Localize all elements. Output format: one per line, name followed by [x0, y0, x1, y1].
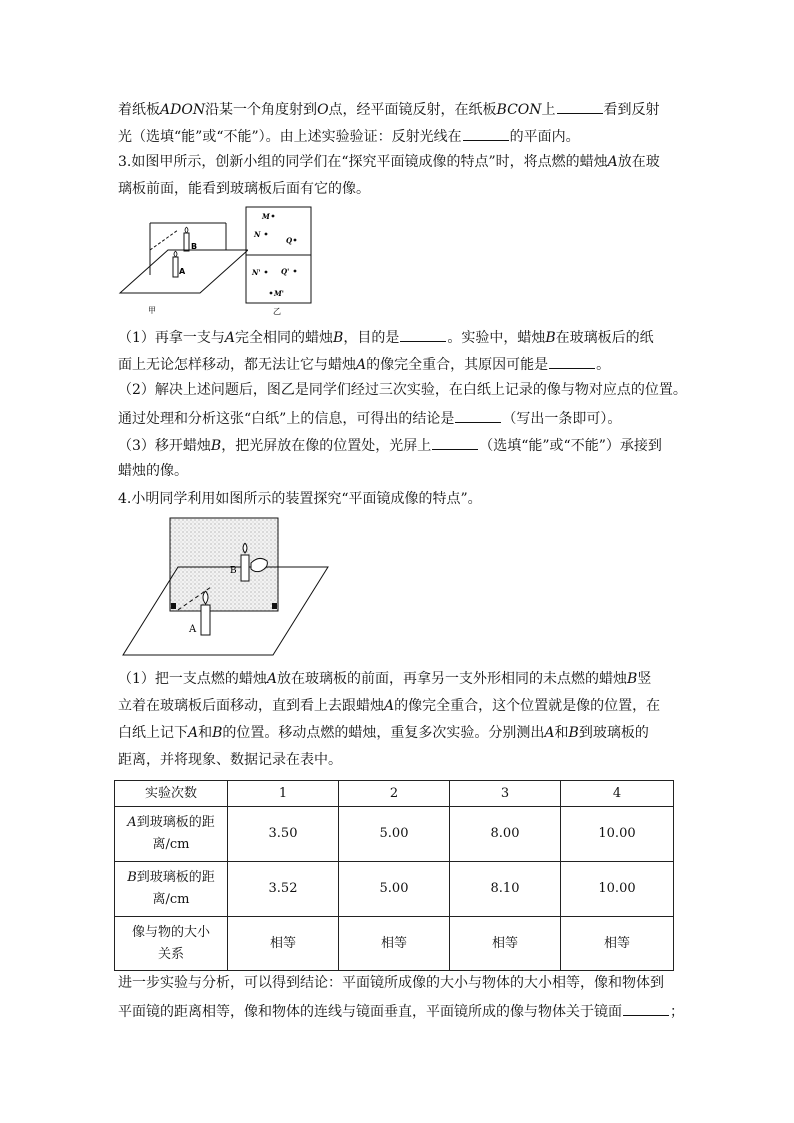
var-text: ADON: [160, 102, 206, 118]
text: 放在玻璃板的前面，再拿另一支外形相同的未点燃的蜡烛: [277, 671, 628, 687]
point-m-prime: M': [274, 289, 284, 298]
data-table: [114, 780, 674, 971]
point-n-prime: N': [252, 268, 261, 277]
text: 4.小明同学利用如图所示的装置探究“平面镜成像的特点”。: [118, 491, 482, 507]
text: 上: [541, 102, 556, 118]
text-line: [118, 462, 188, 480]
answer-blank[interactable]: [400, 327, 446, 342]
text-line: [118, 408, 621, 428]
var-text: A: [607, 154, 618, 170]
text: （1）再拿一支与: [118, 330, 225, 346]
var-text: B: [127, 870, 137, 885]
table-cell: 5.00: [339, 862, 450, 917]
table-cell: 3.50: [228, 807, 339, 862]
text: 3.如图甲所示，创新小组的同学们在“探究平面镜成像的特点”时，将点燃的蜡烛: [118, 154, 608, 170]
text-line: [118, 697, 660, 715]
header-cell: 2: [339, 781, 450, 807]
text: 蜡烛的像。: [118, 463, 188, 479]
text: ，目的是: [343, 330, 400, 346]
var-text: A: [384, 698, 395, 714]
header-cell: 实验次数: [115, 781, 228, 807]
question-4-line: [118, 490, 482, 508]
point-m: M: [262, 212, 270, 221]
text: 璃板前面，能看到玻璃板后面有它的像。: [118, 181, 370, 197]
text-line: [118, 99, 660, 119]
text: 的位置。移动点燃的蜡烛，重复多次实验。分别测出: [222, 725, 545, 741]
text: （选填“能”或“不能”）承接到: [479, 438, 662, 454]
text: 光（选填“能”或“不能”）。由上述实验验证：反射光线在: [118, 129, 462, 145]
var-text: A: [544, 725, 555, 741]
var-text: A: [266, 671, 278, 687]
table-row: [115, 917, 674, 971]
text-line: [118, 354, 610, 374]
text: ；: [670, 1004, 684, 1020]
table-cell: 3.52: [228, 862, 339, 917]
text: 白纸上记下: [118, 725, 188, 741]
text: 离/cm: [152, 837, 190, 852]
var-text: O: [317, 102, 329, 118]
text-line: [118, 751, 342, 769]
answer-blank[interactable]: [557, 99, 603, 114]
text-line: [118, 327, 654, 347]
label-yi: 乙: [273, 307, 281, 316]
label-jia: 甲: [148, 306, 156, 315]
text: 着纸板: [118, 102, 160, 118]
var-text: B: [568, 725, 579, 741]
answer-blank[interactable]: [455, 408, 501, 423]
point-q: Q: [286, 236, 293, 245]
label-a: A: [189, 624, 197, 635]
text: 立着在玻璃板后面移动，直到看上去跟蜡烛: [118, 698, 384, 714]
var-text: A: [356, 357, 367, 373]
var-text: B: [545, 330, 556, 346]
text: 在玻璃板后的纸: [555, 330, 654, 346]
text: 的像完全重合，其原因可能是: [366, 357, 549, 373]
figure-mirror-setup: [118, 515, 333, 660]
figure-jia: [118, 205, 248, 317]
text: 。实验中，蜡烛: [447, 330, 546, 346]
text-line: [118, 974, 664, 992]
var-text: A: [188, 725, 199, 741]
text-line: [118, 381, 687, 399]
header-cell: 3: [450, 781, 561, 807]
text-line: [118, 724, 649, 742]
text: 和: [198, 725, 213, 741]
text: ，把光屏放在像的位置处，光屏上: [221, 438, 432, 454]
text: 关系: [157, 946, 184, 962]
var-text: A: [224, 330, 236, 346]
text: 完全相同的蜡烛: [235, 330, 334, 346]
text: 沿某一个角度射到: [205, 102, 318, 118]
label-b: B: [191, 242, 198, 251]
table-cell: 相等: [339, 917, 450, 971]
var-text: B: [627, 671, 638, 687]
var-text: BCON: [496, 102, 542, 118]
text: 面上无论怎样移动，都无法让它与蜡烛: [118, 357, 356, 373]
row-label: [115, 862, 228, 917]
text: 平面镜的距离相等，像和物体的连线与镜面垂直，平面镜所成的像与物体关于镜面: [118, 1004, 622, 1020]
var-text: B: [333, 330, 344, 346]
row-label: [115, 917, 228, 971]
text: （1）把一支点燃的蜡烛: [118, 671, 267, 687]
text-line: [118, 435, 662, 455]
text: 。: [596, 357, 611, 373]
table-cell: 8.10: [450, 862, 561, 917]
text: （3）移开蜡烛: [118, 438, 211, 454]
answer-blank[interactable]: [432, 435, 478, 450]
table-row: [115, 807, 674, 862]
text: 到玻璃板的距: [136, 870, 215, 885]
text: 到玻璃板的: [578, 725, 649, 741]
point-q-prime: Q': [281, 267, 290, 276]
table-header-row: [115, 781, 674, 807]
text: 距离，并将现象、数据记录在表中。: [118, 752, 342, 768]
text: 竖: [637, 671, 652, 687]
table-row: [115, 862, 674, 917]
table-cell: 相等: [450, 917, 561, 971]
text: （2）解决上述问题后，图乙是同学们经过三次实验，在白纸上记录的像与物对应点的位置。: [118, 382, 687, 398]
table-cell: 5.00: [339, 807, 450, 862]
text-line: [118, 126, 580, 146]
point-n: N: [254, 230, 261, 239]
text: 放在玻: [617, 154, 660, 170]
text: 点，经平面镜反射，在纸板: [328, 102, 497, 118]
row-label: [115, 807, 228, 862]
text: 通过处理和分析这张“白纸”上的信息，可得出的结论是: [118, 411, 455, 427]
text: 和: [554, 725, 569, 741]
text: （写出一条即可）。: [502, 411, 622, 427]
text-line: [118, 670, 651, 688]
text: 像与物的大小: [131, 924, 210, 940]
text-line: [118, 180, 370, 198]
text-line: [118, 1001, 684, 1021]
answer-blank[interactable]: [549, 354, 595, 369]
label-b: B: [230, 566, 237, 576]
header-cell: 4: [561, 781, 674, 807]
answer-blank[interactable]: [623, 1001, 669, 1016]
text: 到玻璃板的距: [136, 815, 215, 830]
table-cell: 相等: [228, 917, 339, 971]
table-cell: 10.00: [561, 807, 674, 862]
text: 的平面内。: [509, 129, 580, 145]
table-cell: 8.00: [450, 807, 561, 862]
text: 进一步实验与分析，可以得到结论：平面镜所成像的大小与物体的大小相等，像和物体到: [118, 975, 664, 991]
table-cell: 10.00: [561, 862, 674, 917]
text: 看到反射: [603, 102, 660, 118]
var-text: B: [210, 438, 222, 454]
text: 离/cm: [152, 892, 190, 907]
answer-blank[interactable]: [463, 126, 509, 141]
figure-yi: [245, 205, 315, 317]
var-text: B: [212, 725, 223, 741]
var-text: A: [127, 815, 137, 830]
table-cell: 相等: [561, 917, 674, 971]
question-3-line: [118, 153, 660, 171]
header-cell: 1: [228, 781, 339, 807]
text: 的像完全重合，这个位置就是像的位置，在: [394, 698, 661, 714]
label-a: A: [179, 267, 186, 276]
